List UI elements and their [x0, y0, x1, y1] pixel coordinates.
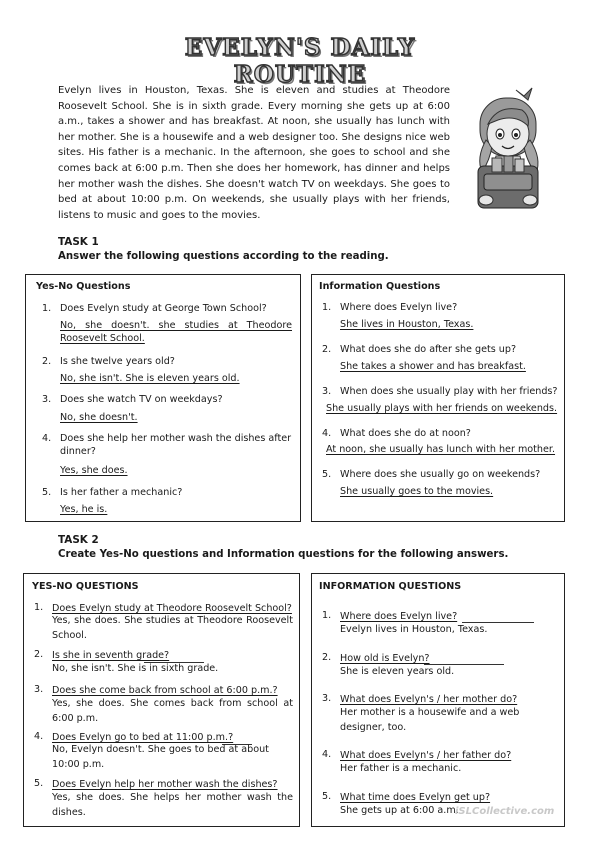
item-number: 1. — [322, 610, 332, 621]
answer-text: No, she isn't. She is eleven years old. — [60, 373, 240, 384]
answer-text: No, she isn't. She is in sixth grade. — [52, 663, 219, 674]
answer-text: Roosevelt School. — [60, 333, 145, 344]
task1-yesno-box: Yes-No Questions 1. Does Evelyn study at George Town School? No, she doesn't. she studies at Theodore Roosevelt School. 2. Is she twelve years old? No, she isn't. She is eleven years old. 3. Does she watch TV on weekdays? No, she doesn't. 4. Does she help her mother wash the dishes after dinner? Yes, she does. 5. Is her father a mechanic? Yes, he is. — [25, 274, 301, 522]
answer-text: She takes a shower and has breakfast. — [340, 361, 526, 372]
task2-info-box — [311, 573, 565, 827]
question-text: Is she in seventh grade? — [52, 650, 170, 661]
item-number: 5. — [322, 791, 332, 802]
answer-text: No, she doesn't. — [60, 412, 138, 423]
answer-text: No, she doesn't. she studies at Theodore — [60, 320, 292, 331]
task1-info-box: Information Questions 1. Where does Evelyn live? She lives in Houston, Texas. 2. What does she do after she gets up? She takes a shower and has breakfast. 3. When does she usually play with her friends? She usually plays with her friends on weekends. 4. What does she do at noon? At noon, she usually has lunch with her mother. 5. Where does she usually go on weekends? She usually goes to the movies. — [311, 274, 565, 522]
answer-text: Her mother is a housewife and a web designer, too. — [340, 707, 520, 733]
answer-text: No, Evelyn doesn't. She goes to bed at about 10:00 p.m. — [52, 744, 269, 770]
answer-text: She gets up at 6:00 a.m. — [340, 805, 459, 816]
question-text: What does Evelyn's / her father do? — [340, 750, 512, 761]
answer-text: She usually plays with her friends on weekends. — [326, 403, 558, 414]
question-text: Does Evelyn study at Theodore Roosevelt School? — [52, 603, 292, 614]
item-number: 3. — [322, 693, 332, 704]
answer-text: Yes, he is. — [60, 504, 108, 515]
question-text: Does she come back from school at 6:00 p.m.? — [52, 685, 278, 696]
item-number: 3. — [34, 684, 44, 695]
item-number: 2. — [322, 652, 332, 663]
question-text: What time does Evelyn get up? — [340, 792, 491, 803]
question-text: What does Evelyn's / her mother do? — [340, 694, 518, 705]
page-title: EVELYN'S DAILY ROUTINE — [184, 34, 416, 88]
answer-text: At noon, she usually has lunch with her mother. — [326, 444, 556, 455]
answer-text: Yes, she does. — [60, 465, 128, 476]
question-text: Where does Evelyn live? — [340, 611, 458, 622]
answer-text: Her father is a mechanic. — [340, 763, 462, 774]
task2-yesno-title: YES-NO QUESTIONS — [32, 581, 139, 592]
task1-yesno-title: Yes-No Questions — [36, 281, 131, 292]
reading-text: Evelyn lives in Houston, Texas. She is eleven and studies at Theodore Roosevelt School. She is in sixth grade. Every morning she gets up at 6:00 a.m., takes a shower and has breakfast. At noon, she usually has lunch with her mother. She is a housewife and a web designer too. She designs nice web sites. His father is a mechanic. In the afternoon, she goes to school and she comes back at 6:00 p.m. Then she does her homework, has dinner and helps her mother wash the dishes. She doesn't watch TV on weekdays. She goes to bed at about 10:00 p.m. On weekends, she usually plays with her friends, listens to music and goes to the movies. — [58, 85, 450, 221]
answer-text: Evelyn lives in Houston, Texas. — [340, 624, 488, 635]
answer-text: Yes, she does. She helps her mother wash the dishes. — [52, 792, 293, 818]
task1-instruction: Answer the following questions according to the reading. — [58, 251, 389, 262]
answer-text: She lives in Houston, Texas. — [340, 319, 474, 330]
answer-text: Yes, she does. She comes back from school at 6:00 p.m. — [52, 698, 293, 724]
item-number: 5. — [34, 778, 44, 789]
item-number: 1. — [34, 602, 44, 613]
watermark: iSLCollective.com — [455, 806, 555, 817]
task2-info-title: INFORMATION QUESTIONS — [319, 581, 462, 592]
answer-text: Yes, she does. She studies at Theodore Roosevelt School. — [52, 615, 293, 641]
question-text: Does Evelyn help her mother wash the dishes? — [52, 779, 278, 790]
task1-info-title: Information Questions — [319, 281, 441, 292]
answer-text: She is eleven years old. — [340, 666, 455, 677]
task2-heading: TASK 2 — [58, 534, 99, 546]
question-text: How old is Evelyn? — [340, 653, 430, 664]
question-text: Does Evelyn go to bed at 11:00 p.m.? — [52, 732, 234, 743]
item-number: 2. — [34, 649, 44, 660]
answer-text: She usually goes to the movies. — [340, 486, 494, 497]
item-number: 4. — [34, 731, 44, 742]
task1-heading: TASK 1 — [58, 236, 99, 248]
item-number: 4. — [322, 749, 332, 760]
task2-yesno-box — [23, 573, 300, 827]
girl-with-backpack-illustration — [458, 80, 558, 216]
task2-instruction: Create Yes-No questions and Information questions for the following answers. — [58, 549, 509, 560]
